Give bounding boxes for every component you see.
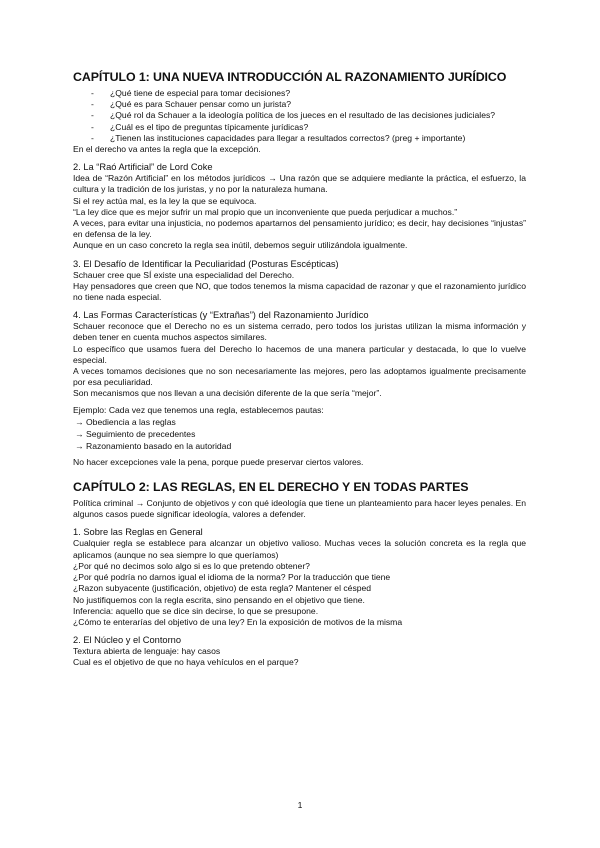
section-title: 4. Las Formas Características (y “Extrañas”) del Razonamiento Jurídico [73,310,369,321]
example-intro: Ejemplo: Cada vez que tenemos una regla, establecemos pautas: [73,404,324,415]
section-title: 1. Sobre las Reglas en General [73,527,203,538]
bullet-dash: - [91,132,94,143]
paragraph: “La ley dice que es mejor sufrir un mal propio que un inconveniente que pueda perjudicar a muchos.” [73,206,458,217]
paragraph: Inferencia: aquello que se dice sin decirse, lo que se presupone. [73,605,319,616]
list-item [91,110,526,121]
section-title: 2. El Núcleo y el Contorno [73,635,182,646]
section-title: 3. El Desafío de Identificar la Peculiaridad (Posturas Escépticas) [73,258,339,269]
chapter-2-title: CAPÍTULO 2: LAS REGLAS, EN EL DERECHO Y EN TODAS PARTES [73,480,469,495]
list-item [91,133,526,144]
question-text: ¿Qué tiene de especial para tomar decisiones? [110,88,291,98]
list-item: → Razonamiento basado en la autoridad [75,440,232,451]
bullet-dash: - [91,88,94,98]
paragraph: ¿Razon subyacente (justificación, objetivo) de esta regla? Mantener el césped [73,583,372,594]
paragraph: Textura abierta de lenguaje: hay casos [73,646,221,657]
paragraph: No justifiquemos con la regla escrita, sino pensando en el objetivo que tiene. [73,594,365,605]
paragraph: ¿Cómo te enterarías del objetivo de una ley? En la exposición de motivos de la misma [73,616,403,627]
paragraph: Son mecanismos que nos llevan a una decisión diferente de la que sería “mejor”. [73,388,382,399]
chapter-1-questions [73,88,526,144]
paragraph: A veces, para evitar una injusticia, no podemos apartarnos del pensamiento jurídico; es decir, hay decisiones “injustas” en defensa de la ley. [73,218,526,240]
list-item: → Obediencia a las reglas [75,416,176,427]
paragraph: A veces tomamos decisiones que no son necesariamente las mejores, pero las adoptamos igualmente precisamente por esa peculiaridad. [73,366,526,388]
paragraph: Si el rey actúa mal, es la ley la que se equivoca. [73,195,257,206]
paragraph: Aunque en un caso concreto la regla sea inútil, debemos seguir utilizándola igualmente. [73,240,408,251]
list-item [91,122,526,133]
paragraph: ¿Por qué no decimos solo algo si es lo que pretendo obtener? [73,560,310,571]
paragraph: Cual es el objetivo de que no haya vehículos en el parque? [73,657,299,668]
example-list [73,416,526,452]
paragraph: Hay pensadores que creen que NO, que todos tenemos la misma capacidad de razonar y que el razonamiento jurídico no tiene nada especial. [73,280,526,303]
question-text: ¿Cuál es el tipo de preguntas típicamente jurídicas? [110,121,309,132]
paragraph: ¿Por qué podría no darnos igual el idioma de la norma? Por la traducción que tiene [73,572,391,583]
paragraph: Schauer reconoce que el Derecho no es un sistema cerrado, pero todos los juristas utilizan la misma información y deben tener en cuenta muchos aspectos similares. [73,321,526,343]
bullet-dash: - [91,121,94,132]
list-item [91,99,526,110]
paragraph: Política criminal → Conjunto de objetivos y con qué ideología que tiene un planteamiento para hacer leyes penales. En algunos casos puede significar ideología, valores a defender. [73,498,526,520]
paragraph: Schauer cree que SÍ existe una especialidad del Derecho. [73,269,295,280]
paragraph: Cualquier regla se establece para alcanzar un objetivo valioso. Muchas veces la solución concreta es la regla que aplicamos (aunque no sea siempre lo que queríamos) [73,538,526,560]
list-item [91,88,526,99]
paragraph: Lo específico que usamos fuera del Derecho lo hacemos de una manera particular y destacada, lo que lo vuelve especial. [73,343,526,365]
intro-line: En el derecho va antes la regla que la excepción. [73,144,261,155]
question-text: ¿Tienen las instituciones capacidades para llegar a resultados correctos? (preg + importante) [110,132,466,143]
bullet-dash: - [91,110,94,121]
question-text: ¿Qué rol da Schauer a la ideología política de los jueces en el resultado de las decisiones judiciales? [110,110,496,121]
question-text: ¿Qué es para Schauer pensar como un jurista? [110,99,292,110]
page-number: 1 [297,800,303,810]
list-item: → Seguimiento de precedentes [75,428,196,439]
bullet-dash: - [91,99,94,110]
chapter-1-title: CAPÍTULO 1: UNA NUEVA INTRODUCCIÓN AL RAZONAMIENTO JURÍDICO [73,70,507,84]
section-title: 2. La “Raó Artificial” de Lord Coke [73,162,213,173]
paragraph: Idea de “Razón Artificial” en los métodos jurídicos → Una razón que se adquiere mediante la práctica, el esfuerzo, la cultura y la tradición de los juristas, y no por la naturaleza humana. [73,173,526,195]
closing-line: No hacer excepciones vale la pena, porque puede preservar ciertos valores. [73,456,364,467]
